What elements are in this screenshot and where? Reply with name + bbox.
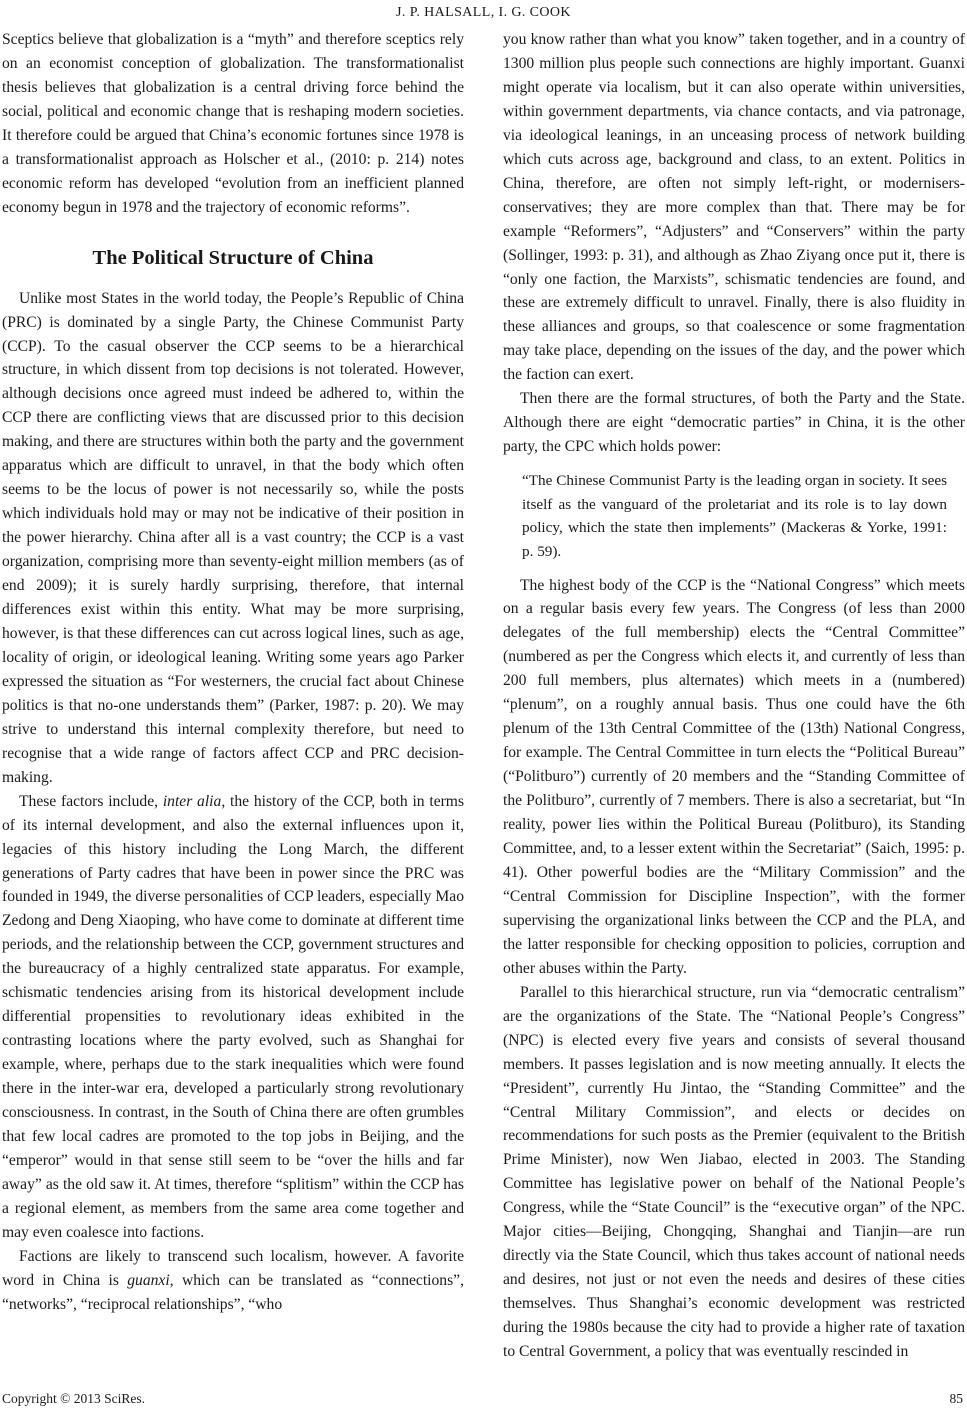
text-run: , which can be translated as “connections”, “networks”, “reciprocal relationships”, “who [2, 1271, 464, 1313]
paragraph-state-organizations: Parallel to this hierarchical structure, run via “democratic centralism” are the organizations of the State. The “National People’s Congress” (NPC) is elected every five years and consists of several thousand members. It passes legislation and is now meeting annually. It elects the “President”, currently Hu Jintao, the “Standing Committee” and the “Central Military Commission”, and elects or decides on recommendations for such posts as the Premier (equivalent to the British Prime Minister), now Wen Jiabao, elected in 2003. The Standing Committee has legislative power on behalf of the National People’s Congress, while the “State Council” is the “executive organ” of the NPC. Major cities—Beijing, Chongqing, Shanghai and Tianjin—are run directly via the State Council, which thus takes account of national needs and desires, not just or not even the needs and desires of these cities themselves. Thus Shanghai’s economic development was restricted during the 1980s because the city had to provide a higher rate of taxation to Central Government, a policy that was eventually rescinded in [503, 983, 965, 1361]
italic-term: guanxi [127, 1271, 170, 1289]
paragraph-political-structure: Unlike most States in the world today, the People’s Republic of China (PRC) is dominated by a single Party, the Chinese Communist Party (CCP). To the casual observer the CCP seems to be a hierarchical structure, in which dissent from top decisions is not tolerated. However, although decisions once agreed must indeed be adhered to, within the CCP there are conflicting views that are discussed prior to this decision making, and there are structures within both the party and the government apparatus which are difficult to unravel, in that the body which often seems to be the locus of power is not necessarily so, while the posts which individuals hold may or may not be indicative of their position in the power hierarchy. China after all is a vast country; the CCP is a vast organization, comprising more than seventy-eight million members (as of end 2009); it is surely hardly surprising, therefore, that internal differences exist within this entity. What may be more surprising, however, is that these differences can cut across logical lines, such as age, locality of origin, or ideological leaning. Writing some years ago Parker expressed the situation as “For westerners, the crucial fact about Chinese politics is that no-one understands them” (Parker, 1987: p. 20). We may strive to understand this internal complexity therefore, but need to recognise that a wide range of factors affect CCP and PRC decision-making. [2, 289, 464, 786]
paragraph-factions [2, 1245, 464, 1317]
paragraph-continued: you know rather than what you know” taken together, and in a country of 1300 million plus people such connections are highly important. Guanxi might operate via localism, but it can also operate within universities, within government departments, via chance contacts, and via patronage, via ideological leanings, in an unceasing process of network building which cuts across age, background and class, to an extent. Politics in China, therefore, are often not simply left-right, or modernisers-conservatives; they are more complex than that. There may be for example “Reformers”, “Adjusters” and “Conservers” within the party (Sollinger, 1993: p. 31), and although as Zhao Ziyang once put it, there is “only one faction, the Marxists”, schismatic tendencies are found, and these are extremely difficult to unravel. Finally, there is also fluidity in these alliances and groups, so that coalescence or some fragmentation may take place, depending on the issues of the day, and the power which the faction can exert. [503, 31, 965, 384]
text-run: These factors include, [19, 792, 163, 810]
block-quote: “The Chinese Communist Party is the leading organ in society. It sees itself as the vanguard of the proletariat and its role is to lay down policy, which the state then implements” (Mackeras & Yorke, 1991: p. 59). [522, 472, 947, 560]
right-column [503, 28, 965, 1364]
section-heading: The Political Structure of China [92, 246, 374, 269]
left-column [2, 28, 464, 1317]
text-run: , the history of the CCP, both in terms of its internal development, and also the external influences upon it, legacies of this history including the Long March, the different generations of Party cadres that have been in power since the PRC was founded in 1949, the diverse personalities of CCP leaders, especially Mao Zedong and Deng Xiaoping, who have come to dominate at different time periods, and the relationship between the CCP, government structures and the bureaucracy of a highly centralized state apparatus. For example, schismatic tendencies arising from its historical development include differential propensities to revolutionary ideas exhibited in the contrasting locations where the party evolved, such as Shanghai for example, where, perhaps due to the stark inequalities which were found there in the inter-war era, developed a particularly strong revolutionary consciousness. In contrast, in the South of China there are often grumbles that few local cadres are promoted to the top jobs in Beijing, and the “emperor” would in that sense still seem to be “over the hills and far away” as the old saw it. At times, therefore “splitism” within the CCP has a regional element, as members from the same area come together and may even coalesce into factions. [2, 792, 465, 1241]
paragraph-formal-structures: Then there are the formal structures, of both the Party and the State. Although there are eight “democratic parties” in China, it is the other party, the CPC which holds power: [503, 390, 965, 456]
paragraph-factors [2, 790, 464, 1245]
paragraph-national-congress: The highest body of the CCP is the “National Congress” which meets on a regular basis every few years. The Congress (of less than 2000 delegates of the full membership) elects the “Central Committee” (numbered as per the Congress which elects it, and currently of less than 200 full members, plus alternates) which meets in a (numbered) “plenum”, on a roughly annual basis. Thus one could have the 6th plenum of the 13th Central Committee of the (13th) National Congress, for example. The Central Committee in turn elects the “Political Bureau” (“Politburo”) currently of 20 members and the “Standing Committee of the Politburo”, currently of 7 members. There is also a secretariat, but “In reality, power lies within the Political Bureau (Politburo), its Standing Committee, and, to a lesser extent within the Secretariat” (Saich, 1995: p. 41). Other powerful bodies are the “Military Commission” and the “Central Commission for Discipline Inspection”, with the former supervising the organizational links between the CCP and the PLA, and the latter responsible for checking opposition to policies, corruption and other abuses within the Party. [503, 576, 965, 977]
intro-paragraph: Sceptics believe that globalization is a “myth” and therefore sceptics rely on an economist conception of globalization. The transformationalist thesis believes that globalization is a central driving force behind the social, political and economic change that is reshaping modern societies. It therefore could be argued that China’s economic fortunes since 1978 is a transformationalist approach as Holscher et al., (2010: p. 214) notes economic reform has developed “evolution from an inefficient planned economy begun in 1978 and the trajectory of economic reforms”. [2, 31, 464, 216]
copyright-notice: Copyright © 2013 SciRes. [2, 1391, 146, 1406]
italic-term: inter alia [162, 792, 222, 810]
running-head: J. P. HALSALL, I. G. COOK [396, 5, 571, 20]
page-number: 85 [949, 1391, 963, 1406]
text-run: Factions are likely to transcend such localism, however. A favorite word in China is [2, 1247, 464, 1289]
